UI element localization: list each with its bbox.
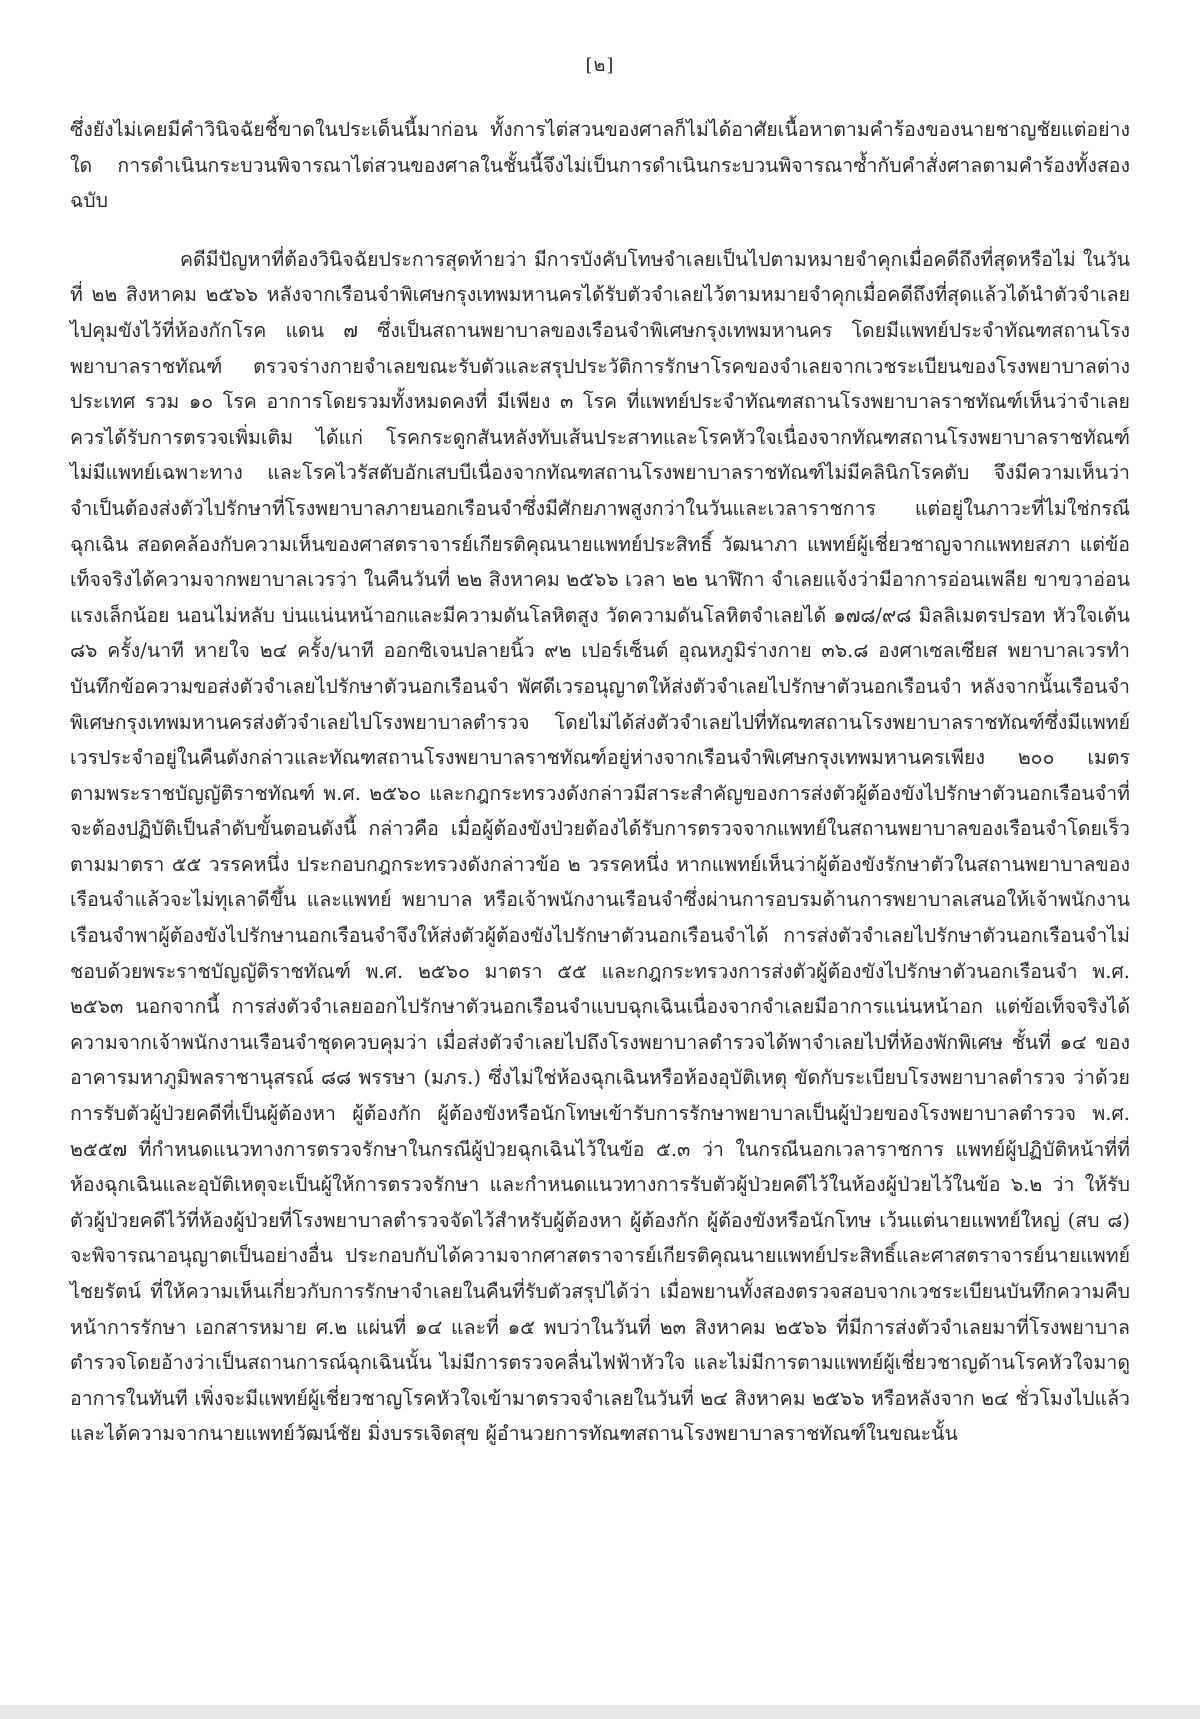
page-bottom-edge: [0, 1705, 1200, 1719]
paragraph-continuation: ซึ่งยังไม่เคยมีคำวินิจฉัยชี้ขาดในประเด็นนี้มาก่อน ทั้งการไต่สวนของศาลก็ไม่ได้อาศัยเนื้อหาตามคำร้องของนายชาญชัยแต่อย่างใด การดำเนินกระบวนพิจารณาไต่สวนของศาลในชั้นนี้จึงไม่เป็นการดำเนินกระบวนพิจารณาซ้ำกับคำสั่งศาลตามคำร้องทั้งสองฉบับ: [70, 118, 1130, 213]
paragraph-final-issue: คดีมีปัญหาที่ต้องวินิจฉัยประการสุดท้ายว่า มีการบังคับโทษจำเลยเป็นไปตามหมายจำคุกเมื่อคดีถึงที่สุดหรือไม่ ในวันที่ ๒๒ สิงหาคม ๒๕๖๖ หลังจากเรือนจำพิเศษกรุงเทพมหานครได้รับตัวจำเลยไว้ตามหมายจำคุกเมื่อคดีถึงที่สุดแล้วได้นำตัวจำเลยไปคุมขังไว้ที่ห้องกักโรค แดน ๗ ซึ่งเป็นสถานพยาบาลของเรือนจำพิเศษกรุงเทพมหานคร โดยมีแพทย์ประจำทัณฑสถานโรงพยาบาลราชทัณฑ์ ตรวจร่างกายจำเลยขณะรับตัวและสรุปประวัติการรักษาโรคของจำเลยจากเวชระเบียนของโรงพยาบาลต่างประเทศ รวม ๑๐ โรค อาการโดยรวมทั้งหมดคงที่ มีเพียง ๓ โรค ที่แพทย์ประจำทัณฑสถานโรงพยาบาลราชทัณฑ์เห็นว่าจำเลยควรได้รับการตรวจเพิ่มเติม ได้แก่ โรคกระดูกสันหลังทับเส้นประสาทและโรคหัวใจเนื่องจากทัณฑสถานโรงพยาบาลราชทัณฑ์ไม่มีแพทย์เฉพาะทาง และโรคไวรัสตับอักเสบบีเนื่องจากทัณฑสถานโรงพยาบาลราชทัณฑ์ไม่มีคลินิกโรคตับ จึงมีความเห็นว่าจำเป็นต้องส่งตัวไปรักษาที่โรงพยาบาลภายนอกเรือนจำซึ่งมีศักยภาพสูงกว่าในวันและเวลาราชการ แต่อยู่ในภาวะที่ไม่ใช่กรณีฉุกเฉิน สอดคล้องกับความเห็นของศาสตราจารย์เกียรติคุณนายแพทย์ประสิทธิ์ วัฒนาภา แพทย์ผู้เชี่ยวชาญจากแพทยสภา แต่ข้อเท็จจริงได้ความจากพยาบาลเวรว่า ในคืนวันที่ ๒๒ สิงหาคม ๒๕๖๖ เวลา ๒๒ นาฬิกา จำเลยแจ้งว่ามีอาการอ่อนเพลีย ขาขวาอ่อนแรงเล็กน้อย นอนไม่หลับ บ่นแน่นหน้าอกและมีความดันโลหิตสูง วัดความดันโลหิตจำเลยได้ ๑๗๘/๙๘ มิลลิเมตรปรอท หัวใจเต้น ๘๖ ครั้ง/นาที หายใจ ๒๔ ครั้ง/นาที ออกซิเจนปลายนิ้ว ๙๒ เปอร์เซ็นต์ อุณหภูมิร่างกาย ๓๖.๘ องศาเซลเซียส พยาบาลเวรทำบันทึกข้อความขอส่งตัวจำเลยไปรักษาตัวนอกเรือนจำ พัศดีเวรอนุญาตให้ส่งตัวจำเลยไปรักษาตัวนอกเรือนจำ หลังจากนั้นเรือนจำพิเศษกรุงเทพมหานครส่งตัวจำเลยไปโรงพยาบาลตำรวจ โดยไม่ได้ส่งตัวจำเลยไปที่ทัณฑสถานโรงพยาบาลราชทัณฑ์ซึ่งมีแพทย์เวรประจำอยู่ในคืนดังกล่าวและทัณฑสถานโรงพยาบาลราชทัณฑ์อยู่ห่างจากเรือนจำพิเศษกรุงเทพมหานครเพียง ๒๐๐ เมตร ตามพระราชบัญญัติราชทัณฑ์ พ.ศ. ๒๕๖๐ และกฎกระทรวงดังกล่าวมีสาระสำคัญของการส่งตัวผู้ต้องขังไปรักษาตัวนอกเรือนจำที่จะต้องปฏิบัติเป็นลำดับขั้นตอนดังนี้ กล่าวคือ เมื่อผู้ต้องขังป่วยต้องได้รับการตรวจจากแพทย์ในสถานพยาบาลของเรือนจำโดยเร็วตามมาตรา ๕๕ วรรคหนึ่ง ประกอบกฎกระทรวงดังกล่าวข้อ ๒ วรรคหนึ่ง หากแพทย์เห็นว่าผู้ต้องขังรักษาตัวในสถานพยาบาลของเรือนจำแล้วจะไม่ทุเลาดีขึ้น และแพทย์ พยาบาล หรือเจ้าพนักงานเรือนจำซึ่งผ่านการอบรมด้านการพยาบาลเสนอให้เจ้าพนักงานเรือนจำพาผู้ต้องขังไปรักษานอกเรือนจำจึงให้ส่งตัวผู้ต้องขังไปรักษาตัวนอกเรือนจำได้ การส่งตัวจำเลยไปรักษาตัวนอกเรือนจำไม่ชอบด้วยพระราชบัญญัติราชทัณฑ์ พ.ศ. ๒๕๖๐ มาตรา ๕๕ และกฎกระทรวงการส่งตัวผู้ต้องขังไปรักษาตัวนอกเรือนจำ พ.ศ. ๒๕๖๓ นอกจากนี้ การส่งตัวจำเลยออกไปรักษาตัวนอกเรือนจำแบบฉุกเฉินเนื่องจากจำเลยมีอาการแน่นหน้าอก แต่ข้อเท็จจริงได้ความจากเจ้าพนักงานเรือนจำชุดควบคุมว่า เมื่อส่งตัวจำเลยไปถึงโรงพยาบาลตำรวจได้พาจำเลยไปที่ห้องพักพิเศษ ชั้นที่ ๑๔ ของอาคารมหาภูมิพลราชานุสรณ์ ๘๘ พรรษา (มภร.) ซึ่งไม่ใช่ห้องฉุกเฉินหรือห้องอุบัติเหตุ ขัดกับระเบียบโรงพยาบาลตำรวจ ว่าด้วยการรับตัวผู้ป่วยคดีที่เป็นผู้ต้องหา ผู้ต้องกัก ผู้ต้องขังหรือนักโทษเข้ารับการรักษาพยาบาลเป็นผู้ป่วยของโรงพยาบาลตำรวจ พ.ศ. ๒๕๕๗ ที่กำหนดแนวทางการตรวจรักษาในกรณีผู้ป่วยฉุกเฉินไว้ในข้อ ๕.๓ ว่า ในกรณีนอกเวลาราชการ แพทย์ผู้ปฏิบัติหน้าที่ที่ห้องฉุกเฉินและอุบัติเหตุจะเป็นผู้ให้การตรวจรักษา และกำหนดแนวทางการรับตัวผู้ป่วยคดีไว้ในห้องผู้ป่วยไว้ในข้อ ๖.๒ ว่า ให้รับตัวผู้ป่วยคดีไว้ที่ห้องผู้ป่วยที่โรงพยาบาลตำรวจจัดไว้สำหรับผู้ต้องหา ผู้ต้องกัก ผู้ต้องขังหรือนักโทษ เว้นแต่นายแพทย์ใหญ่ (สบ ๘) จะพิจารณาอนุญาตเป็นอย่างอื่น ประกอบกับได้ความจากศาสตราจารย์เกียรติคุณนายแพทย์ประสิทธิ์และศาสตราจารย์นายแพทย์ไชยรัตน์ ที่ให้ความเห็นเกี่ยวกับการรักษาจำเลยในคืนที่รับตัวสรุปได้ว่า เมื่อพยานทั้งสองตรวจสอบจากเวชระเบียนบันทึกความคืบหน้าการรักษา เอกสารหมาย ศ.๒ แผ่นที่ ๑๔ และที่ ๑๕ พบว่าในวันที่ ๒๓ สิงหาคม ๒๕๖๖ ที่มีการส่งตัวจำเลยมาที่โรงพยาบาลตำรวจโดยอ้างว่าเป็นสถานการณ์ฉุกเฉินนั้น ไม่มีการตรวจคลื่นไฟฟ้าหัวใจ และไม่มีการตามแพทย์ผู้เชี่ยวชาญด้านโรคหัวใจมาดูอาการในทันที เพิ่งจะมีแพทย์ผู้เชี่ยวชาญโรคหัวใจเข้ามาตรวจจำเลยในวันที่ ๒๔ สิงหาคม ๒๕๖๖ หรือหลังจาก ๒๔ ชั่วโมงไปแล้ว และได้ความจากนายแพทย์วัฒน์ชัย มิ่งบรรเจิดสุข ผู้อำนวยการทัณฑสถานโรงพยาบาลราชทัณฑ์ในขณะนั้น: [70, 247, 1130, 1446]
document-body: [70, 112, 1130, 1452]
paragraph-gap: [70, 219, 1130, 242]
page-number: [๒]: [585, 55, 615, 76]
